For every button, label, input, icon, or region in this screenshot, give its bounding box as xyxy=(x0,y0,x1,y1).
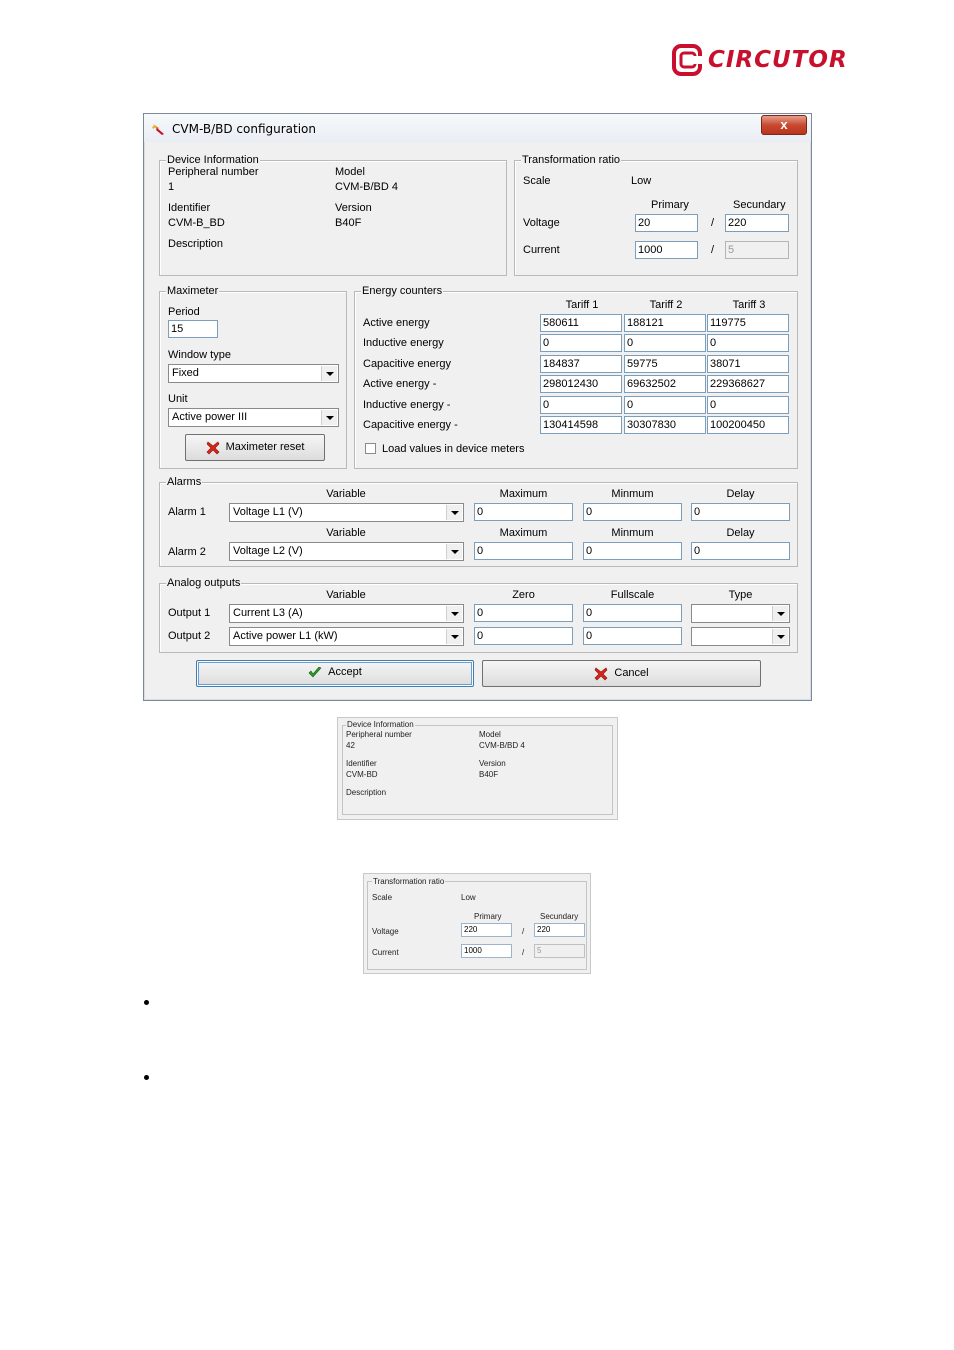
group-label: Alarms xyxy=(167,476,202,488)
close-icon: x xyxy=(780,117,788,132)
current-primary-input[interactable]: 1000 xyxy=(635,241,698,259)
energy-input[interactable]: 0 xyxy=(540,396,622,414)
analog-outputs-group xyxy=(159,577,798,653)
close-button[interactable] xyxy=(761,115,807,135)
scale-value: Low xyxy=(461,893,476,902)
voltage-primary-input[interactable]: 20 xyxy=(635,214,698,232)
alarm-1-variable-select[interactable] xyxy=(229,503,464,522)
energy-row-label: Inductive energy xyxy=(363,337,444,349)
description-label: Description xyxy=(168,238,224,250)
group-label: Energy counters xyxy=(362,285,443,297)
delay-header: Delay xyxy=(726,488,755,500)
chevron-down-icon[interactable] xyxy=(321,366,337,381)
energy-input[interactable]: 69632502 xyxy=(624,375,706,393)
title-bar xyxy=(144,114,811,142)
chevron-down-icon[interactable] xyxy=(446,544,462,559)
chevron-down-icon[interactable] xyxy=(446,629,462,644)
group-label: Maximeter xyxy=(167,285,219,297)
energy-row-label: Active energy - xyxy=(363,378,437,390)
primary-header: Primary xyxy=(474,912,502,921)
current-secundary-input: 5 xyxy=(725,241,789,259)
load-values-checkbox[interactable] xyxy=(365,443,376,454)
variable-header: Variable xyxy=(326,527,366,539)
alarm-2-label: Alarm 2 xyxy=(168,546,206,558)
scale-value: Low xyxy=(631,175,652,187)
check-icon xyxy=(308,667,322,679)
tariff-1-header: Tariff 1 xyxy=(565,299,599,311)
peripheral-number-value: 42 xyxy=(346,741,355,750)
device-information-panel xyxy=(337,717,618,820)
output-1-variable-select[interactable] xyxy=(229,604,464,623)
scale-label: Scale xyxy=(523,175,551,187)
maximeter-group xyxy=(159,285,347,469)
device-information-group xyxy=(159,154,507,276)
window-type-label: Window type xyxy=(168,349,231,361)
model-label: Model xyxy=(335,166,365,178)
output-2-type-select[interactable] xyxy=(691,627,790,646)
alarm-1-delay-input[interactable]: 0 xyxy=(691,503,790,521)
energy-input[interactable]: 38071 xyxy=(707,355,789,373)
voltage-secundary-input[interactable]: 220 xyxy=(725,214,789,232)
energy-input[interactable]: 0 xyxy=(707,334,789,352)
delay-header: Delay xyxy=(726,527,755,539)
chevron-down-icon[interactable] xyxy=(772,606,788,621)
accept-button[interactable] xyxy=(196,660,474,687)
version-label: Version xyxy=(479,759,506,768)
group-label: Device Information xyxy=(167,154,259,166)
current-secundary-input: 5 xyxy=(534,944,585,958)
description-label: Description xyxy=(346,788,387,797)
maximum-header: Maximum xyxy=(499,488,548,500)
voltage-primary-input[interactable]: 220 xyxy=(461,923,512,937)
brand-name: CIRCUTOR xyxy=(708,47,848,73)
output-2-label: Output 2 xyxy=(168,630,211,642)
secundary-header: Secundary xyxy=(540,912,579,921)
alarm-1-maximum-input[interactable]: 0 xyxy=(474,503,573,521)
maximeter-reset-label: Maximeter reset xyxy=(225,441,305,453)
peripheral-number-value: 1 xyxy=(168,181,175,193)
model-value: CVM-B/BD 4 xyxy=(335,181,398,193)
maximum-header: Maximum xyxy=(499,527,548,539)
current-primary-input[interactable]: 1000 xyxy=(461,944,512,958)
app-icon xyxy=(151,122,165,136)
alarm-2-variable-select[interactable] xyxy=(229,542,464,561)
group-label: Analog outputs xyxy=(167,577,241,589)
cancel-label: Cancel xyxy=(614,667,649,679)
energy-input[interactable]: 100200450 xyxy=(707,416,789,434)
energy-input[interactable]: 0 xyxy=(540,334,622,352)
unit-label: Unit xyxy=(168,393,188,405)
tariff-2-header: Tariff 2 xyxy=(649,299,683,311)
chevron-down-icon[interactable] xyxy=(321,410,337,425)
energy-input[interactable]: 0 xyxy=(624,396,706,414)
ratio-separator: / xyxy=(711,244,715,256)
tariff-3-header: Tariff 3 xyxy=(732,299,766,311)
zero-header: Zero xyxy=(512,589,535,601)
variable-header: Variable xyxy=(326,589,366,601)
accept-label: Accept xyxy=(328,666,362,678)
identifier-value: CVM-B_BD xyxy=(168,217,225,229)
alarm-2-variable-value: Voltage L2 (V) xyxy=(233,545,303,557)
energy-input[interactable]: 130414598 xyxy=(540,416,622,434)
energy-input[interactable]: 0 xyxy=(624,334,706,352)
model-label: Model xyxy=(479,730,501,739)
energy-counters-group xyxy=(354,285,798,469)
alarms-group xyxy=(159,476,798,567)
peripheral-number-label: Peripheral number xyxy=(346,730,412,739)
cancel-button[interactable] xyxy=(482,660,761,687)
group-label: Transformation ratio xyxy=(373,877,445,886)
circutor-logo-icon xyxy=(672,44,704,76)
group-label: Device Information xyxy=(347,720,414,729)
output-1-fullscale-input[interactable]: 0 xyxy=(583,604,682,622)
version-value: B40F xyxy=(479,770,499,779)
version-label: Version xyxy=(335,202,372,214)
load-values-label[interactable]: Load values in device meters xyxy=(382,443,525,455)
alarm-1-variable-value: Voltage L1 (V) xyxy=(233,506,303,518)
model-value: CVM-B/BD 4 xyxy=(479,741,525,750)
period-label: Period xyxy=(168,306,200,318)
identifier-label: Identifier xyxy=(346,759,377,768)
type-header: Type xyxy=(728,589,753,601)
output-1-label: Output 1 xyxy=(168,607,211,619)
transformation-ratio-panel xyxy=(363,873,591,974)
secundary-header: Secundary xyxy=(733,199,786,211)
energy-input[interactable]: 0 xyxy=(707,396,789,414)
scale-label: Scale xyxy=(372,893,393,902)
bullet-point xyxy=(144,1000,149,1005)
energy-input[interactable]: 188121 xyxy=(624,314,706,332)
configuration-dialog xyxy=(143,113,812,701)
identifier-value: CVM-BD xyxy=(346,770,378,779)
energy-row-label: Inductive energy - xyxy=(363,399,451,411)
identifier-label: Identifier xyxy=(168,202,211,214)
alarm-1-label: Alarm 1 xyxy=(168,506,206,518)
ratio-separator: / xyxy=(522,948,525,957)
bullet-point xyxy=(144,1075,149,1080)
ratio-separator: / xyxy=(711,217,715,229)
output-2-variable-select[interactable] xyxy=(229,627,464,646)
window-type-select[interactable] xyxy=(168,364,339,383)
output-2-variable-value: Active power L1 (kW) xyxy=(233,630,338,642)
voltage-secundary-input[interactable]: 220 xyxy=(534,923,585,937)
period-input[interactable]: 15 xyxy=(168,320,218,338)
energy-input[interactable]: 59775 xyxy=(624,355,706,373)
alarm-2-delay-input[interactable]: 0 xyxy=(691,542,790,560)
unit-value: Active power III xyxy=(172,411,248,423)
current-label: Current xyxy=(372,948,399,957)
variable-header: Variable xyxy=(326,488,366,500)
alarm-1-minimum-input[interactable]: 0 xyxy=(583,503,682,521)
fullscale-header: Fullscale xyxy=(610,589,655,601)
energy-row-label: Capacitive energy xyxy=(363,358,452,370)
transformation-ratio-group xyxy=(514,154,798,276)
group-label: Transformation ratio xyxy=(522,154,621,166)
ratio-separator: / xyxy=(522,927,525,936)
minimum-header: Minmum xyxy=(611,527,654,539)
alarm-2-minimum-input[interactable]: 0 xyxy=(583,542,682,560)
output-2-zero-input[interactable]: 0 xyxy=(474,627,573,645)
energy-input[interactable]: 298012430 xyxy=(540,375,622,393)
energy-input[interactable]: 229368627 xyxy=(707,375,789,393)
current-label: Current xyxy=(523,244,560,256)
window-type-value: Fixed xyxy=(172,367,199,379)
minimum-header: Minmum xyxy=(611,488,654,500)
peripheral-number-label: Peripheral number xyxy=(168,166,259,178)
red-x-icon xyxy=(594,667,608,681)
chevron-down-icon[interactable] xyxy=(446,606,462,621)
voltage-label: Voltage xyxy=(372,927,399,936)
primary-header: Primary xyxy=(651,199,689,211)
chevron-down-icon[interactable] xyxy=(446,505,462,520)
energy-input[interactable]: 580611 xyxy=(540,314,622,332)
output-2-fullscale-input[interactable]: 0 xyxy=(583,627,682,645)
output-1-zero-input[interactable]: 0 xyxy=(474,604,573,622)
maximeter-reset-button[interactable] xyxy=(185,434,325,461)
output-1-variable-value: Current L3 (A) xyxy=(233,607,303,619)
alarm-2-maximum-input[interactable]: 0 xyxy=(474,542,573,560)
energy-input[interactable]: 119775 xyxy=(707,314,789,332)
energy-row-label: Active energy xyxy=(363,317,430,329)
window-title: CVM-B/BD configuration xyxy=(172,122,317,136)
chevron-down-icon[interactable] xyxy=(772,629,788,644)
energy-row-label: Capacitive energy - xyxy=(363,419,458,431)
energy-input[interactable]: 184837 xyxy=(540,355,622,373)
energy-input[interactable]: 30307830 xyxy=(624,416,706,434)
output-1-type-select[interactable] xyxy=(691,604,790,623)
voltage-label: Voltage xyxy=(523,217,560,229)
red-x-icon xyxy=(206,441,220,455)
unit-select[interactable] xyxy=(168,408,339,427)
version-value: B40F xyxy=(335,217,362,229)
